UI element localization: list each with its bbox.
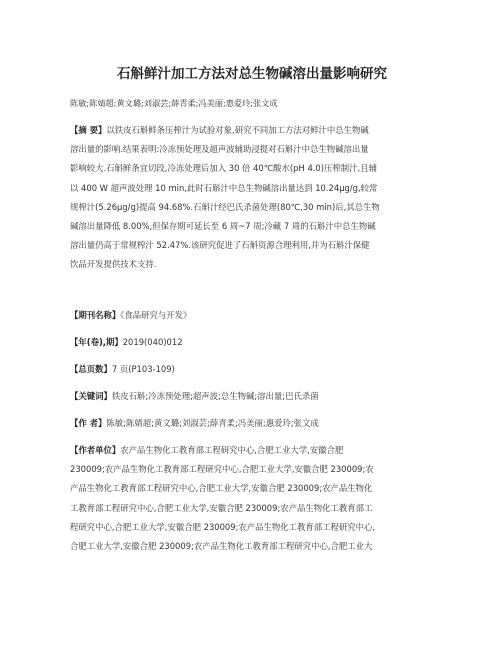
author-line: 陈敏;陈婧超;黄文璐;刘淑芸;薛青柔;冯美丽;惠爱玲;张文成 <box>70 98 278 108</box>
journal-value: 《食品研究与开发》 <box>120 310 192 320</box>
affiliation-line: 产品生物化工教育部工程研究中心,合肥工业大学,安徽合肥 230009;农产品生物化 <box>70 483 373 494</box>
abstract-line: 以 400 W 超声波处理 10 min,此时石斛汁中总生物碱溶出量达到 10.24μg/g,较常 <box>70 182 378 193</box>
affiliation-field <box>70 441 434 556</box>
affiliation-line: 230009;农产品生物化工教育部工程研究中心,合肥工业大学,安徽合肥 230009;农 <box>70 464 374 475</box>
abstract-section <box>70 121 434 275</box>
authors-label: 【作 者】 <box>70 418 107 428</box>
keywords-field <box>70 387 434 406</box>
paper-title: 石斛鲜汁加工方法对总生物碱溶出量影响研究 <box>117 66 387 82</box>
affiliation-line: 合肥工业大学,安徽合肥 230009;农产品生物化工教育部工程研究中心,合肥工业大 <box>70 541 373 552</box>
authors-value: 陈敏;陈婧超;黄文璐;刘淑芸;薛青柔;冯美丽;惠爱玲;张文成 <box>106 418 319 428</box>
pages-field <box>70 360 434 379</box>
abstract-line: 溶出量仍高于常规榨汁 52.47%.该研究促进了石斛资源合理利用,并为石斛汁保健 <box>70 240 370 251</box>
affiliation-label: 【作者单位】 <box>70 445 121 455</box>
pages-label: 【总页数】 <box>70 364 112 374</box>
abstract-line: 碱溶出量降低 8.00%,但保存期可延长至 6 周~7 周;冷藏 7 周的石斛汁中总生物碱 <box>70 221 376 232</box>
year-label: 【年(卷),期】 <box>70 337 123 347</box>
journal-label: 【期刊名称】 <box>70 310 121 320</box>
keywords-label: 【关键词】 <box>70 391 112 401</box>
keywords-value: 铁皮石斛;冷冻预处理;超声波;总生物碱;溶出量;巴氏杀菌 <box>111 391 319 401</box>
abstract-line: 饮品开发提供技术支持. <box>70 259 157 270</box>
affiliation-line: 程研究中心,合肥工业大学,安徽合肥 230009;农产品生物化工教育部工程研究中心, <box>70 521 376 532</box>
abstract-line: 规榨汁(5.26μg/g)提高 94.68%.石斛汁经巴氏杀菌处理(80℃,30 min)后,其总生物 <box>70 201 380 212</box>
affiliation-line: 农产品生物化工教育部工程研究中心,合肥工业大学,安徽合肥 <box>120 445 344 455</box>
abstract-line: 以铁皮石斛鲜条压榨汁为试验对象,研究不同加工方法对鲜汁中总生物碱 <box>106 125 369 135</box>
abstract-label: 【摘 要】 <box>70 125 107 135</box>
year-value: 2019(040)012 <box>122 337 183 347</box>
journal-field <box>70 306 434 325</box>
affiliation-line: 工教育部工程研究中心,合肥工业大学,安徽合肥 230009;农产品生物化工教育部工 <box>70 502 373 513</box>
pages-value: 7 页(P103-109) <box>111 364 175 374</box>
abstract-line: 溶出量的影响.结果表明:冷冻预处理及超声波辅助浸提对石斛汁中总生物碱溶出量 <box>70 144 369 155</box>
abstract-line: 影响较大.石斛鲜条宜切段,冷冻处理后加入 30 倍 40℃酸水(pH 4.0)压榨制汁,且辅 <box>70 163 377 174</box>
authors-field <box>70 414 434 433</box>
year-field <box>70 333 434 352</box>
